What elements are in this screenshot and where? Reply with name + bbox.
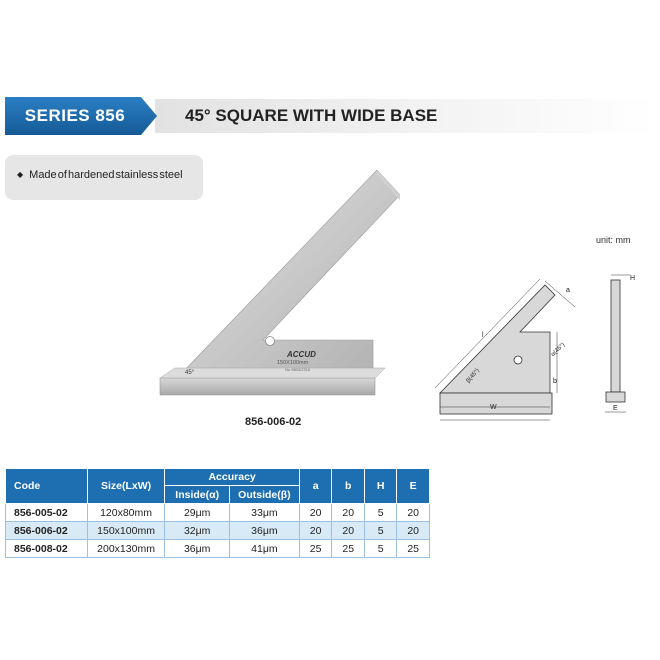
- cell-b: 20: [332, 504, 365, 522]
- cell-a: 25: [299, 540, 332, 558]
- cell-code: 856-008-02: [6, 540, 88, 558]
- cell-h: 5: [365, 540, 397, 558]
- cell-e: 25: [397, 540, 430, 558]
- square-base: [160, 378, 375, 395]
- cell-h: 5: [365, 504, 397, 522]
- diagram-label-w: W: [490, 404, 497, 411]
- spec-table: [5, 468, 430, 558]
- cell-outside: 33μm: [229, 504, 299, 522]
- header: [5, 97, 655, 135]
- cell-e: 20: [397, 504, 430, 522]
- size-marking: 150X100mm: [277, 360, 309, 366]
- cell-a: 20: [299, 522, 332, 540]
- photo-caption: 856-006-02: [245, 416, 302, 428]
- table-row: [6, 504, 430, 522]
- cell-inside: 32μm: [165, 522, 230, 540]
- table-row: [6, 540, 430, 558]
- series-tag: [5, 97, 157, 135]
- cell-size: 200x130mm: [87, 540, 165, 558]
- diagram-label-alpha: α(45°): [550, 342, 567, 358]
- diagram-label-h: H: [630, 275, 636, 282]
- page-title: 45° SQUARE WITH WIDE BASE: [185, 106, 438, 125]
- cell-code: 856-005-02: [6, 504, 88, 522]
- angle-marking: 45°: [185, 370, 195, 376]
- brand-marking: ACCUD: [287, 350, 316, 359]
- diagram-label-l: l: [482, 332, 484, 339]
- cell-h: 5: [365, 522, 397, 540]
- diagram-label-b: b: [553, 378, 557, 385]
- serial-marking: No.9804/2316: [285, 367, 311, 372]
- col-e: E: [397, 469, 430, 504]
- cell-size: 150x100mm: [87, 522, 165, 540]
- diagram-label-a: a: [566, 287, 570, 294]
- cell-outside: 41μm: [229, 540, 299, 558]
- cell-inside: 36μm: [165, 540, 230, 558]
- col-inside: Inside(α): [165, 486, 230, 504]
- col-h: H: [365, 469, 397, 504]
- col-b: b: [332, 469, 365, 504]
- cell-outside: 36μm: [229, 522, 299, 540]
- table-row: [6, 522, 430, 540]
- relief-hole: [266, 337, 275, 346]
- cell-size: 120x80mm: [87, 504, 165, 522]
- cell-e: 20: [397, 522, 430, 540]
- product-photo: [155, 170, 400, 400]
- unit-label: unit: mm: [596, 235, 631, 245]
- col-size: Size(LxW): [87, 469, 165, 504]
- cell-a: 20: [299, 504, 332, 522]
- technical-diagram: [425, 235, 655, 435]
- diamond-bullet-icon: ◆: [17, 170, 24, 179]
- square-blade: [180, 170, 400, 375]
- col-a: a: [299, 469, 332, 504]
- diagram-label-e: E: [613, 405, 618, 412]
- diagram-label-beta: β(45°): [465, 367, 481, 385]
- cell-inside: 29μm: [165, 504, 230, 522]
- col-code: Code: [6, 469, 88, 504]
- cell-code: 856-006-02: [6, 522, 88, 540]
- cell-b: 25: [332, 540, 365, 558]
- col-accuracy: Accuracy: [165, 469, 299, 486]
- cell-b: 20: [332, 522, 365, 540]
- series-label: SERIES 856: [24, 106, 126, 125]
- col-outside: Outside(β): [229, 486, 299, 504]
- feature-text: Made of hardened stainless steel: [29, 169, 183, 181]
